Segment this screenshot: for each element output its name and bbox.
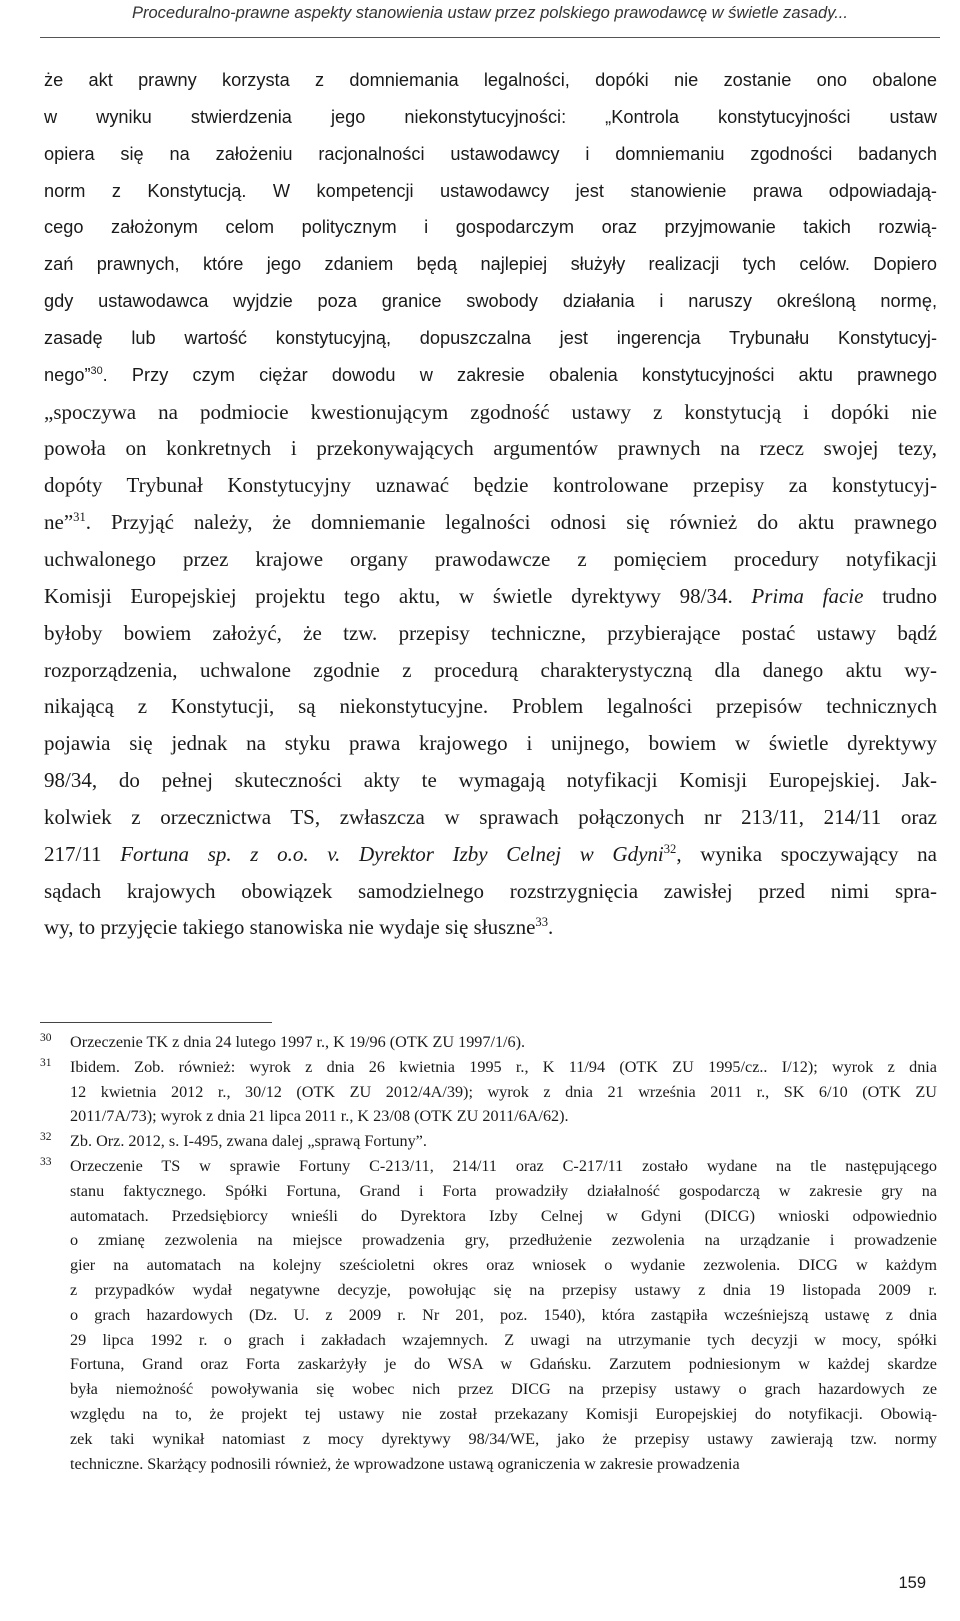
text-segment: gdy ustawodawca wyjdzie poza granice swobody działania i naruszy określoną normę, — [44, 291, 937, 312]
text-line — [44, 504, 937, 541]
page-number: 159 — [898, 1574, 926, 1592]
text-line — [44, 541, 937, 578]
text-segment: pojawia się jednak na styku prawa krajowego i unijnego, bowiem w świetle dyrektywy — [44, 731, 937, 756]
text-segment: . — [548, 915, 554, 940]
text-line — [44, 762, 937, 799]
text-segment: w wyniku stwierdzenia jego niekonstytucyjności: „Kontrola konstytucyjności ustaw — [44, 106, 937, 127]
footnote-line: 2011/7A/73); wyrok z dnia 21 lipca 2011 r., K 23/08 (OTK ZU 2011/6A/62). — [70, 1107, 569, 1126]
text-line — [44, 873, 937, 910]
text-line — [44, 652, 937, 689]
footnote-ref: 32 — [663, 841, 677, 856]
footnote-line: była niemożność powoływania się wobec nich przez DICG na przepisy ustawy o grach hazardowych ze — [70, 1380, 937, 1399]
text-segment: „spoczywa na podmiocie kwestionującym zgodność ustawy z konstytucją i dopóki nie — [44, 399, 937, 424]
text-segment: byłoby bowiem założyć, że tzw. przepisy techniczne, przybierające postać ustawy bądź — [44, 620, 937, 645]
text-line — [44, 799, 937, 836]
footnote-line: techniczne. Skarżący podnosili również, że wprowadzone ustawą ograniczenia w zakresie prowadzenia — [70, 1454, 740, 1473]
text-segment: trudno — [863, 583, 938, 608]
footnote-line: Zb. Orz. 2012, s. I-495, zwana dalej „sprawą Fortuny”. — [70, 1132, 427, 1151]
text-segment: . Przyjąć należy, że domniemanie legalności odnosi się również do aktu prawnego — [85, 510, 937, 535]
footnote-line: Orzeczenie TS w sprawie Fortuny C-213/11, 214/11 oraz C-217/11 zostało wydane na tle następującego — [70, 1156, 937, 1175]
text-line — [44, 136, 937, 173]
text-segment: zasadę lub wartość konstytucyjną, dopuszczalna jest ingerencja Trybunału Konstytucyj- — [44, 327, 937, 348]
footnote-line: automatach. Przedsiębiorcy wnieśli do Dyrektora Izby Celnej w Gdyni (DICG) wnioski odpowiednio — [70, 1206, 937, 1225]
text-segment: nikającą z Konstytucji, są niekonstytucyjne. Problem legalności przepisów technicznych — [44, 694, 937, 719]
footnote-ref: 30 — [90, 364, 103, 377]
text-line — [44, 173, 937, 210]
footnote — [40, 1030, 937, 1055]
text-segment: cego założonym celom politycznym i gospodarczym oraz przyjmowanie takich rozwią- — [44, 217, 937, 238]
text-segment: uchwalonego przez krajowe organy prawodawcze z pomięciem procedury notyfikacji — [44, 546, 937, 571]
text-line — [44, 209, 937, 246]
text-segment: , wynika spoczywający na — [676, 841, 937, 866]
footnotes — [40, 1030, 937, 1476]
footnote-line: o zmianę zezwolenia na miejsce prowadzenia gry, przedłużenie zezwolenia na urządzanie i prowadzenie — [70, 1231, 937, 1250]
text-segment: 217/11 — [44, 841, 121, 866]
text-line — [44, 357, 937, 394]
footnote-number: 30 — [40, 1032, 52, 1044]
text-segment: ne” — [44, 510, 74, 535]
footnote-line: względu na to, że projekt tej ustawy nie został przekazany Komisji Europejskiej do notyfikacji. Obowią- — [70, 1404, 937, 1423]
text-segment: . Przy czym ciężar dowodu w zakresie obalenia konstytucyjności aktu prawnego — [102, 364, 937, 385]
text-segment: nego” — [44, 364, 91, 385]
text-line — [44, 62, 937, 99]
footnote — [40, 1154, 937, 1476]
footnote-number: 32 — [40, 1131, 52, 1144]
footnote-line: 12 kwietnia 2012 r., 30/12 (OTK ZU 2012/4A/39); wyrok z dnia 21 września 2011 r., SK 6/10 (OTK ZU — [70, 1082, 937, 1101]
text-line — [44, 99, 937, 136]
text-line — [44, 836, 937, 873]
footnote-line: 29 lipca 1992 r. o grach i zakładach wzajemnych. Z uwagi na utrzymanie tych decyzji w mocy, spółki — [70, 1330, 937, 1349]
footnote-line: gier na automatach na kolejny sześcioletni okres oraz wniosek o wydanie zezwolenia. DICG w każdym — [70, 1256, 937, 1275]
text-line — [44, 430, 937, 467]
italic-segment: Prima facie — [751, 583, 864, 608]
text-segment: wy, to przyjęcie takiego stanowiska nie wydaje się słuszne — [44, 915, 536, 940]
footnote-number: 33 — [40, 1155, 52, 1168]
text-segment: 98/34, do pełnej skuteczności akty te wymagają notyfikacji Komisji Europejskiej. Jak- — [44, 768, 937, 793]
main-text — [44, 62, 937, 946]
text-segment: Komisji Europejskiej projektu tego aktu, w świetle dyrektywy 98/34. — [44, 583, 752, 608]
footnote-line: Ibidem. Zob. również: wyrok z dnia 26 kwietnia 1995 r., K 11/94 (OTK ZU 1995/cz.. I/12); wyrok z dnia — [70, 1057, 937, 1076]
text-line — [44, 320, 937, 357]
footnote-number: 31 — [40, 1056, 52, 1069]
text-line — [44, 688, 937, 725]
footnote-ref: 33 — [535, 915, 549, 930]
footnote-line: o grach hazardowych (Dz. U. z 2009 r. Nr 201, poz. 1540), która zastąpiła wcześniejszą ustawę z dnia — [70, 1305, 937, 1324]
text-segment: rozporządzenia, uchwalone zgodnie z procedurą charakterystyczną dla danego aktu wy- — [44, 657, 937, 682]
text-segment: zań prawnych, które jego zdaniem będą najlepiej służyły realizacji tych celów. Dopiero — [44, 254, 937, 275]
footnote — [40, 1129, 937, 1154]
footnote-line: Orzeczenie TK z dnia 24 lutego 1997 r., K 19/96 (OTK ZU 1997/1/6). — [70, 1033, 526, 1051]
running-header: Proceduralno-prawne aspekty stanowienia ustaw przez polskiego prawodawcę w świetle zasady... — [132, 4, 848, 22]
footnote — [40, 1055, 937, 1129]
text-line — [44, 909, 937, 946]
footnote-ref: 31 — [73, 510, 86, 525]
text-segment: że akt prawny korzysta z domniemania legalności, dopóki nie zostanie ono obalone — [44, 70, 937, 90]
italic-segment: Fortuna sp. z o.o. v. Dyrektor Izby Celnej w Gdyni — [120, 841, 664, 866]
text-line — [44, 467, 937, 504]
text-line — [44, 578, 937, 615]
footnote-divider — [40, 1022, 272, 1023]
text-line — [44, 394, 937, 431]
footnote-line: z przypadków wydał negatywne decyzje, powołując się na przepisy ustawy z dnia 19 listopada 2009 r. — [70, 1280, 937, 1299]
text-segment: kolwiek z orzecznictwa TS, zwłaszcza w sprawach połączonych nr 213/11, 214/11 oraz — [44, 804, 937, 829]
text-segment: dopóty Trybunał Konstytucyjny uznawać będzie kontrolowane przepisy za konstytucyj- — [44, 473, 937, 498]
text-segment: powoła on konkretnych i przekonywających argumentów prawnych na rzecz swojej tezy, — [44, 436, 937, 461]
text-segment: sądach krajowych obowiązek samodzielnego rozstrzygnięcia zawisłej przed nimi spra- — [44, 878, 937, 903]
text-segment: norm z Konstytucją. W kompetencji ustawodawcy jest stanowienie prawa odpowiadają- — [44, 180, 937, 201]
footnote-line: stanu faktycznego. Spółki Fortuna, Grand i Forta prowadziły działalność gospodarczą w zakresie gry na — [70, 1181, 937, 1200]
text-segment: opiera się na założeniu racjonalności ustawodawcy i domniemaniu zgodności badanych — [44, 143, 937, 164]
header-divider — [40, 37, 940, 38]
text-line — [44, 246, 937, 283]
text-line — [44, 725, 937, 762]
footnote-line: Fortuna, Grand oraz Forta zaskarżyły je do WSA w Gdańsku. Zarzutem podniesionym w każdej skardze — [70, 1355, 937, 1374]
footnote-line: zek taki wynikał natomiast z mocy dyrektywy 98/34/WE, jako że przepisy ustawy zawierają tzw. normy — [70, 1429, 937, 1448]
text-line — [44, 615, 937, 652]
text-line — [44, 283, 937, 320]
